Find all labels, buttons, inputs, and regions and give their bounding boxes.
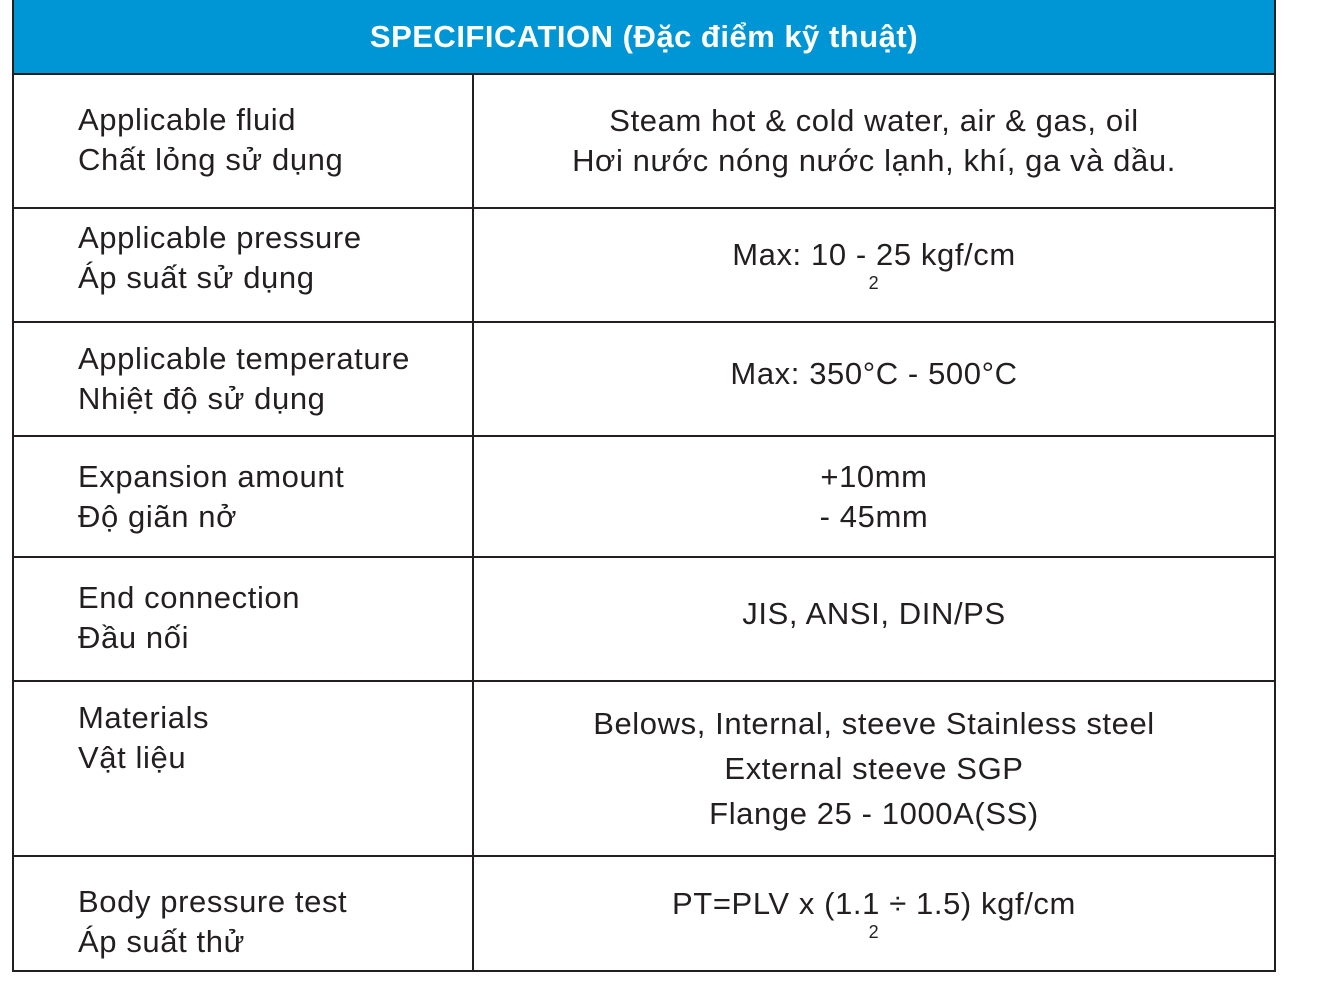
row-value-line xyxy=(672,886,1076,943)
table-row-applicable-fluid xyxy=(14,75,1274,209)
row-label-vi: Chất lỏng sử dụng xyxy=(78,142,344,177)
row-value-cell xyxy=(474,857,1274,972)
row-value-cell xyxy=(474,323,1274,435)
row-label-en: Materials xyxy=(78,700,210,735)
row-value-cell xyxy=(474,682,1274,855)
row-label-cell xyxy=(14,682,474,855)
row-label-vi: Đầu nối xyxy=(78,620,190,655)
row-value-cell xyxy=(474,75,1274,207)
row-value-line: Max: 350°C - 500°C xyxy=(730,356,1018,391)
row-label-en: Applicable pressure xyxy=(78,220,362,255)
table-row-end-connection xyxy=(14,558,1274,682)
table-row-applicable-pressure xyxy=(14,209,1274,323)
row-value-line: - 45mm xyxy=(819,499,929,534)
row-label-vi: Độ giãn nở xyxy=(78,499,238,534)
pressure-test-value-text: PT=PLV x (1.1 ÷ 1.5) kgf/cm xyxy=(672,886,1076,921)
row-label-vi: Vật liệu xyxy=(78,740,187,775)
row-label-vi: Áp suất sử dụng xyxy=(78,260,315,295)
row-value-cell xyxy=(474,558,1274,680)
row-value-line: External steeve SGP xyxy=(724,751,1024,786)
row-value-line xyxy=(732,237,1016,294)
superscript-2: 2 xyxy=(868,272,880,293)
row-label-cell xyxy=(14,75,474,207)
row-label-cell xyxy=(14,323,474,435)
row-label-en: Expansion amount xyxy=(78,459,345,494)
row-value-line: +10mm xyxy=(820,459,928,494)
table-header-title: SPECIFICATION (Đặc điểm kỹ thuật) xyxy=(14,0,1274,75)
row-value-line: Hơi nước nóng nước lạnh, khí, ga và dầu. xyxy=(572,143,1176,178)
row-value-cell xyxy=(474,437,1274,556)
row-label-cell xyxy=(14,437,474,556)
row-label-en: End connection xyxy=(78,580,301,615)
table-row-applicable-temperature xyxy=(14,323,1274,437)
row-label-en: Applicable fluid xyxy=(78,102,297,137)
row-label-cell xyxy=(14,857,474,972)
superscript-2: 2 xyxy=(868,922,880,942)
specification-table xyxy=(12,0,1276,972)
pressure-value-text: Max: 10 - 25 kgf/cm xyxy=(732,236,1016,272)
row-label-en: Applicable temperature xyxy=(78,341,410,376)
table-row-expansion-amount xyxy=(14,437,1274,558)
row-value-cell xyxy=(474,209,1274,321)
row-label-en: Body pressure test xyxy=(78,884,348,919)
table-row-materials xyxy=(14,682,1274,857)
row-value-line: JIS, ANSI, DIN/PS xyxy=(742,596,1006,631)
row-value-line: Steam hot & cold water, air & gas, oil xyxy=(609,103,1139,138)
row-label-cell xyxy=(14,558,474,680)
row-label-vi: Nhiệt độ sử dụng xyxy=(78,381,326,416)
row-label-cell xyxy=(14,209,474,321)
row-value-line: Flange 25 - 1000A(SS) xyxy=(709,796,1039,831)
row-value-line: Belows, Internal, steeve Stainless steel xyxy=(593,706,1155,741)
row-label-vi: Áp suất thử xyxy=(78,924,245,959)
table-row-body-pressure-test xyxy=(14,857,1274,972)
